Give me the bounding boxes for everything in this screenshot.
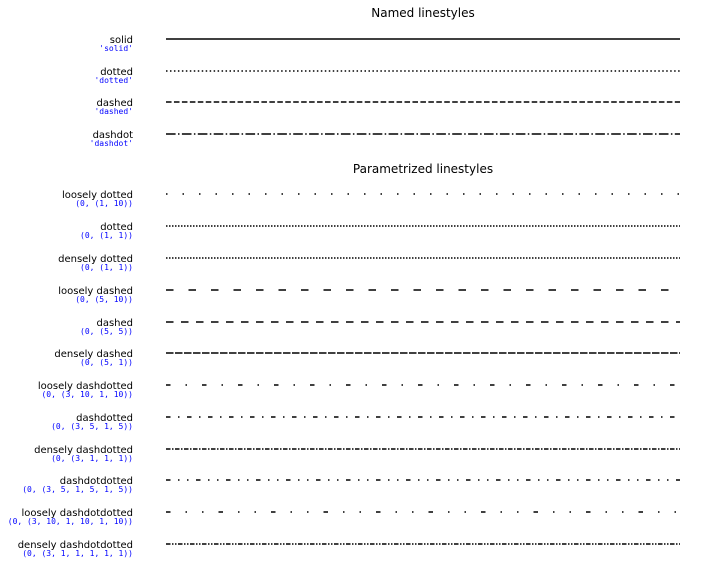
linestyle-spec-label: (0, (5, 5)) xyxy=(80,327,133,336)
linestyle-spec-label: (0, (3, 10, 1, 10, 1, 10)) xyxy=(7,517,133,526)
linestyle-spec-label: (0, (5, 1)) xyxy=(80,358,133,367)
linestyle-spec-label: (0, (3, 1, 1, 1)) xyxy=(51,454,133,463)
linestyle-spec-label: (0, (1, 1)) xyxy=(80,263,133,272)
linestyle-name-label: densely dotted xyxy=(58,254,133,265)
linestyle-name-label: loosely dashed xyxy=(58,286,133,297)
linestyle-name-label: densely dashed xyxy=(54,349,133,360)
linestyle-spec-label: 'solid' xyxy=(99,44,133,53)
linestyle-spec-label: (0, (5, 10)) xyxy=(75,295,133,304)
linestyle-spec-label: (0, (1, 10)) xyxy=(75,199,133,208)
linestyle-name-label: dotted xyxy=(100,222,133,233)
linestyle-spec-label: (0, (3, 5, 1, 5, 1, 5)) xyxy=(22,485,133,494)
linestyle-spec-label: 'dashed' xyxy=(94,107,133,116)
linestyle-name-label: dashdotdotted xyxy=(59,476,133,487)
linestyle-spec-label: (0, (3, 10, 1, 10)) xyxy=(41,390,133,399)
linestyle-name-label: dashed xyxy=(96,318,133,329)
linestyle-name-label: solid xyxy=(109,35,133,46)
linestyle-name-label: loosely dashdotdotted xyxy=(21,508,133,519)
linestyle-name-label: loosely dashdotted xyxy=(37,381,133,392)
linestyle-spec-label: (0, (3, 1, 1, 1, 1, 1)) xyxy=(22,549,133,558)
linestyle-spec-label: 'dotted' xyxy=(94,76,133,85)
linestyle-name-label: dashdotted xyxy=(76,413,133,424)
linestyle-name-label: dashdot xyxy=(92,130,133,141)
linestyle-spec-label: (0, (3, 5, 1, 5)) xyxy=(51,422,133,431)
linestyle-name-label: dashed xyxy=(96,98,133,109)
linestyle-name-label: densely dashdotted xyxy=(34,445,133,456)
linestyle-spec-label: 'dashdot' xyxy=(89,139,133,148)
linestyle-spec-label: (0, (1, 1)) xyxy=(80,231,133,240)
chart-title: Named linestyles xyxy=(371,6,475,20)
chart-title: Parametrized linestyles xyxy=(352,162,494,176)
linestyle-name-label: loosely dotted xyxy=(61,190,133,201)
linestyle-name-label: densely dashdotdotted xyxy=(17,540,133,551)
linestyle-name-label: dotted xyxy=(100,67,133,78)
